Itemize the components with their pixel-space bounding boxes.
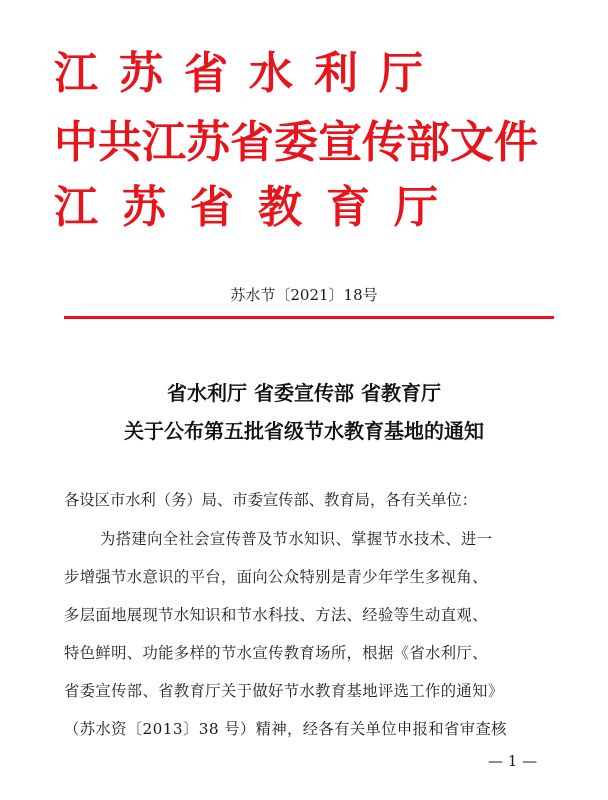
body-line: 省委宣传部、省教育厅关于做好节水教育基地评选工作的通知》 bbox=[64, 682, 504, 700]
document-title-line2: 关于公布第五批省级节水教育基地的通知 bbox=[124, 419, 484, 443]
body-line: 步增强节水意识的平台，面向公众特别是青少年学生多视角、 bbox=[64, 568, 488, 586]
document-title-line1: 省水利厅 省委宣传部 省教育厅 bbox=[167, 381, 441, 405]
salutation: 各设区市水利（务）局、市委宣传部、教育局，各有关单位： bbox=[64, 491, 478, 509]
body-line: （苏水资〔2013〕38 号）精神，经各有关单位申报和省审查核 bbox=[64, 720, 507, 738]
header-issuer-propaganda-dept: 中共江苏省委宣传部文件 bbox=[54, 117, 538, 168]
header-issuer-education: 江苏省教育厅 bbox=[54, 182, 462, 233]
document-number: 苏水节〔2021〕18号 bbox=[230, 286, 378, 304]
body-line: 特色鲜明、功能多样的节水宣传教育场所，根据《省水利厅、 bbox=[64, 644, 488, 662]
body-line: 多层面地展现节水知识和节水科技、方法、经验等生动直观、 bbox=[64, 606, 488, 624]
red-divider-line bbox=[64, 316, 554, 319]
body-line: 为搭建向全社会宣传普及节水知识、掌握节水技术、进一 bbox=[100, 530, 493, 548]
page-number: — 1 — bbox=[488, 752, 538, 770]
header-issuer-water-resources: 江苏省水利厅 bbox=[54, 48, 444, 99]
